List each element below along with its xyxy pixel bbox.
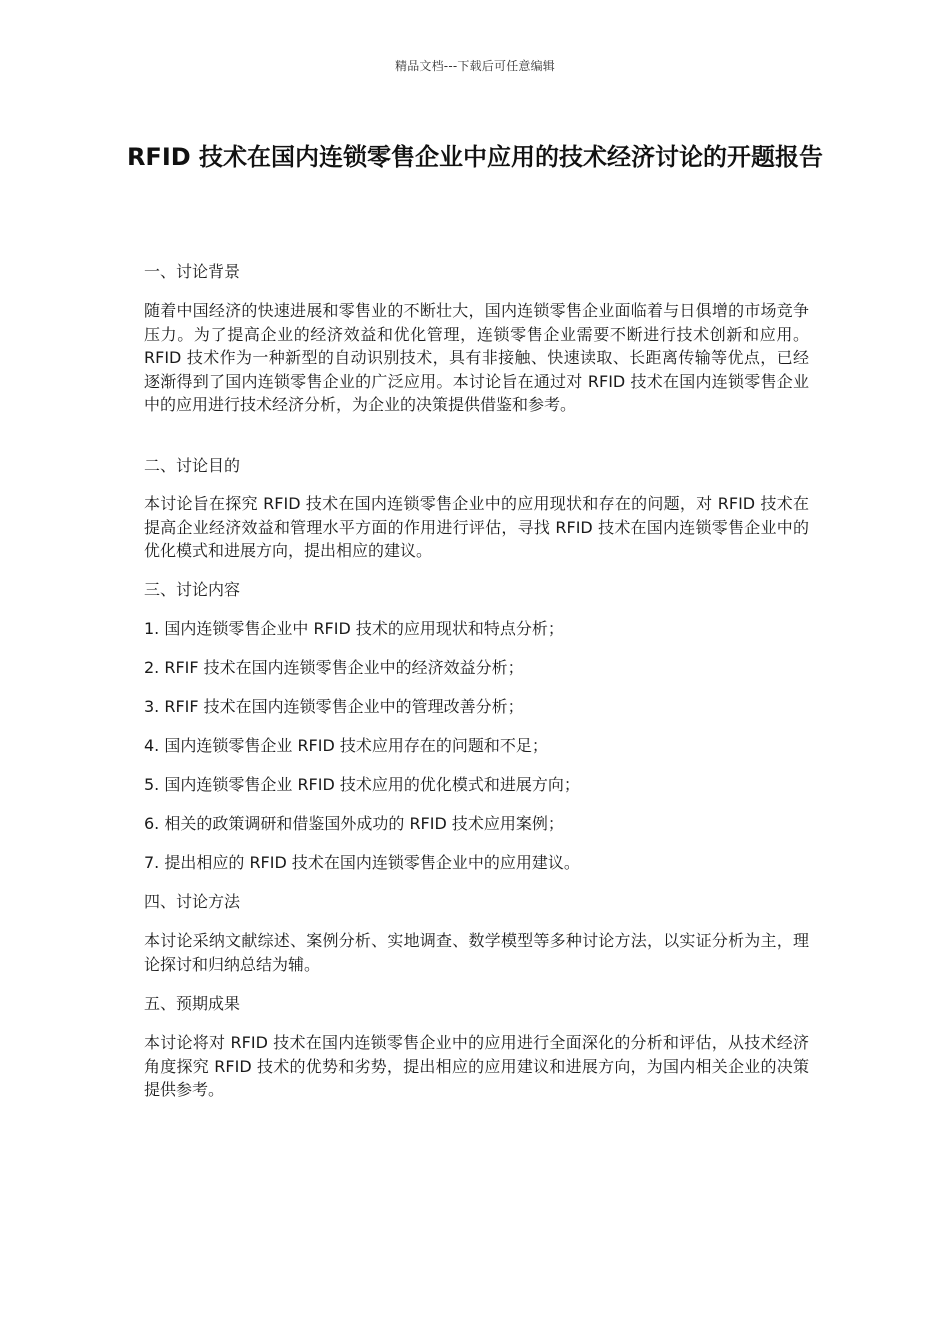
list-item: 4. 国内连锁零售企业 RFID 技术应用存在的问题和不足； [144,736,548,755]
list-item: 3. RFIF 技术在国内连锁零售企业中的管理改善分析； [144,697,524,716]
section-paragraph-background: 随着中国经济的快速进展和零售业的不断壮大，国内连锁零售企业面临着与日俱增的市场竞争压力。为了提高企业的经济效益和优化管理，连锁零售企业需要不断进行技术创新和应用。RFID 技术作为一种新型的自动识别技术，具有非接触、快速读取、长距离传输等优点，已经逐渐得到了国内连锁零售企业的广泛应用。本讨论旨在通过对 RFID 技术在国内连锁零售企业中的应用进行技术经济分析，为企业的决策提供借鉴和参考。 [144,301,809,414]
section-heading-background: 一、讨论背景 [144,262,241,281]
document-title: RFID 技术在国内连锁零售企业中应用的技术经济讨论的开题报告 [126,143,824,171]
list-item: 7. 提出相应的 RFID 技术在国内连锁零售企业中的应用建议。 [144,853,580,872]
section-paragraph-method: 本讨论采纳文献综述、案例分析、实地调查、数学模型等多种讨论方法，以实证分析为主，理论探讨和归纳总结为辅。 [144,931,809,974]
list-item: 1. 国内连锁零售企业中 RFID 技术的应用现状和特点分析； [144,619,564,638]
list-item: 2. RFIF 技术在国内连锁零售企业中的经济效益分析； [144,658,524,677]
section-heading-results: 五、预期成果 [144,994,241,1013]
section-paragraph-purpose: 本讨论旨在探究 RFID 技术在国内连锁零售企业中的应用现状和存在的问题，对 RFID 技术在提高企业经济效益和管理水平方面的作用进行评估，寻找 RFID 技术在国内连锁零售企业中的优化模式和进展方向，提出相应的建议。 [144,494,809,560]
list-item: 6. 相关的政策调研和借鉴国外成功的 RFID 技术应用案例； [144,814,564,833]
section-heading-method: 四、讨论方法 [144,892,241,911]
section-heading-content: 三、讨论内容 [144,580,241,599]
header-note: 精品文档---下载后可任意编辑 [395,59,555,73]
section-heading-purpose: 二、讨论目的 [144,456,241,475]
section-paragraph-results: 本讨论将对 RFID 技术在国内连锁零售企业中的应用进行全面深化的分析和评估，从技术经济角度探究 RFID 技术的优势和劣势，提出相应的应用建议和进展方向，为国内相关企业的决策提供参考。 [144,1033,809,1099]
list-item: 5. 国内连锁零售企业 RFID 技术应用的优化模式和进展方向； [144,775,580,794]
